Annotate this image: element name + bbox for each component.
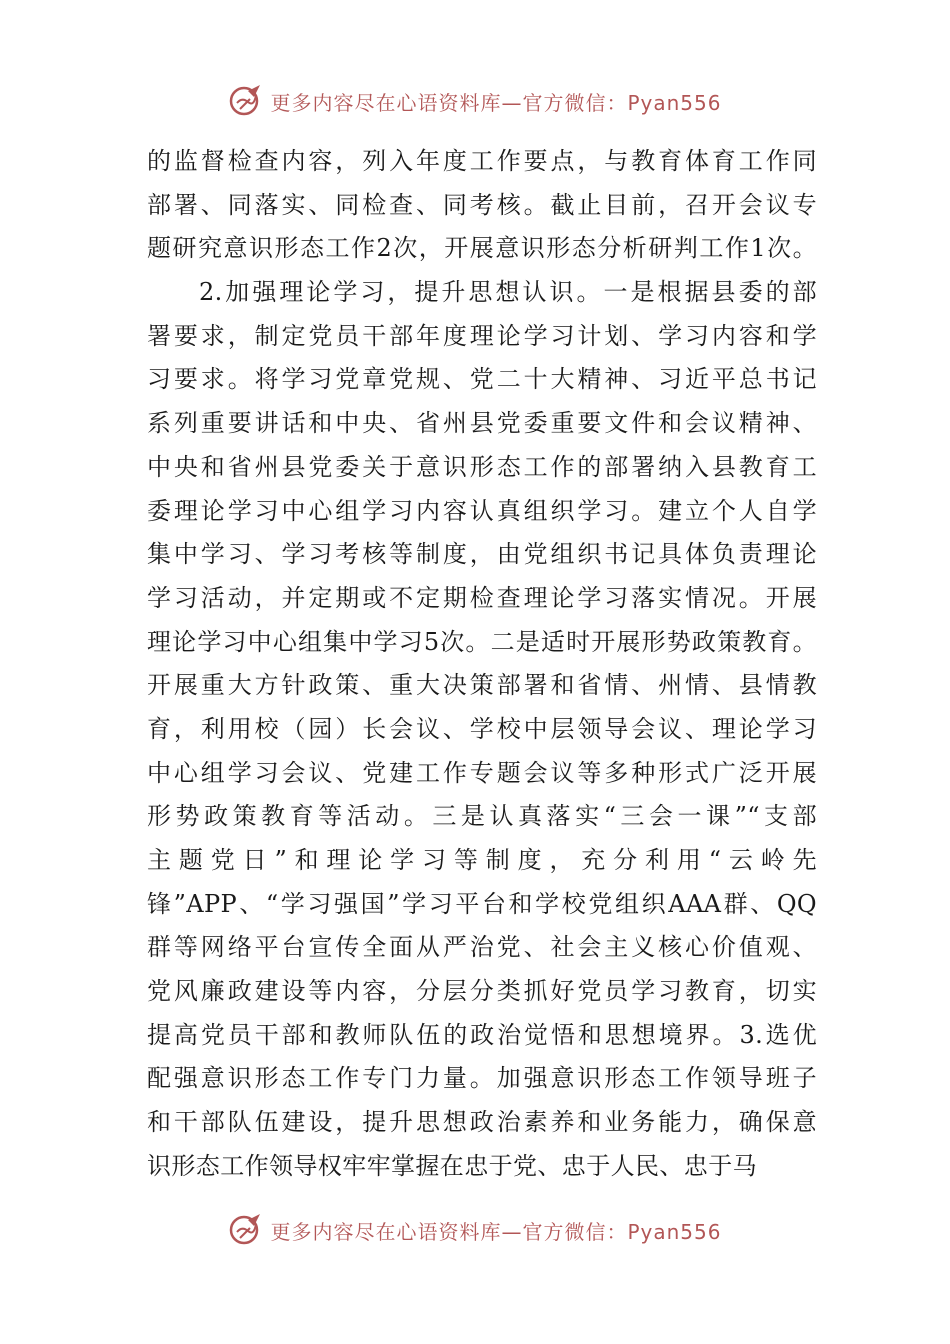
text-line: 锋”APP、“学习强国”学习平台和学校党组织AAA群、QQ <box>147 889 817 918</box>
text-line: 形势政策教育等活动。三是认真落实“三会一课”“支部 <box>147 802 817 831</box>
text-line: 党风廉政建设等内容，分层分类抓好党员学习教育，切实 <box>147 977 817 1006</box>
text-line: 集中学习、学习考核等制度，由党组织书记具体负责理论 <box>147 540 817 569</box>
text-line: 配强意识形态工作专门力量。加强意识形态工作领导班子 <box>147 1064 817 1093</box>
text-line: 题研究意识形态工作2次，开展意识形态分析研判工作1次。 <box>147 234 817 263</box>
text-line: 学习活动，并定期或不定期检查理论学习落实情况。开展 <box>147 583 817 612</box>
text-line: 中央和省州县党委关于意识形态工作的部署纳入县教育工 <box>147 452 817 481</box>
text-line: 识形态工作领导权牢牢掌握在忠于党、忠于人民、忠于马 <box>147 1151 757 1180</box>
text-line: 习要求。将学习党章党规、党二十大精神、习近平总书记 <box>147 365 817 394</box>
header-banner <box>0 79 950 123</box>
text-line: 的监督检查内容，列入年度工作要点，与教育体育工作同 <box>147 147 817 175</box>
text-line: 部署、同落实、同检查、同考核。截止目前，召开会议专 <box>147 190 817 219</box>
pen-logo-icon <box>228 83 264 119</box>
text-line: 提高党员干部和教师队伍的政治觉悟和思想境界。3.选优 <box>147 1020 817 1049</box>
text-line: 委理论学习中心组学习内容认真组织学习。建立个人自学 <box>147 496 817 525</box>
text-line: 理论学习中心组集中学习5次。二是适时开展形势政策教育。 <box>147 627 817 656</box>
text-line: 育，利用校（园）长会议、学校中层领导会议、理论学习 <box>147 714 817 743</box>
text-line: 群等网络平台宣传全面从严治党、社会主义核心价值观、 <box>147 933 817 962</box>
footer-banner <box>0 1208 950 1252</box>
text-line: 中心组学习会议、党建工作专题会议等多种形式广泛开展 <box>147 758 817 787</box>
footer-banner-text: 更多内容尽在心语资料库—官方微信：Pyan556 <box>270 1219 722 1244</box>
text-line: 开展重大方针政策、重大决策部署和省情、州情、县情教 <box>147 671 817 700</box>
text-line: 主题党日”和理论学习等制度，充分利用“云岭先 <box>147 846 817 874</box>
document-body <box>147 140 817 1189</box>
text-line: 和干部队伍建设，提升思想政治素养和业务能力，确保意 <box>147 1108 817 1137</box>
text-line: 署要求，制定党员干部年度理论学习计划、学习内容和学 <box>147 321 817 350</box>
pen-logo-icon <box>228 1212 264 1248</box>
text-line: 系列重要讲话和中央、省州县党委重要文件和会议精神、 <box>147 409 817 438</box>
text-line: 2.加强理论学习，提升思想认识。一是根据县委的部 <box>199 278 817 307</box>
header-banner-text: 更多内容尽在心语资料库—官方微信：Pyan556 <box>270 90 722 115</box>
